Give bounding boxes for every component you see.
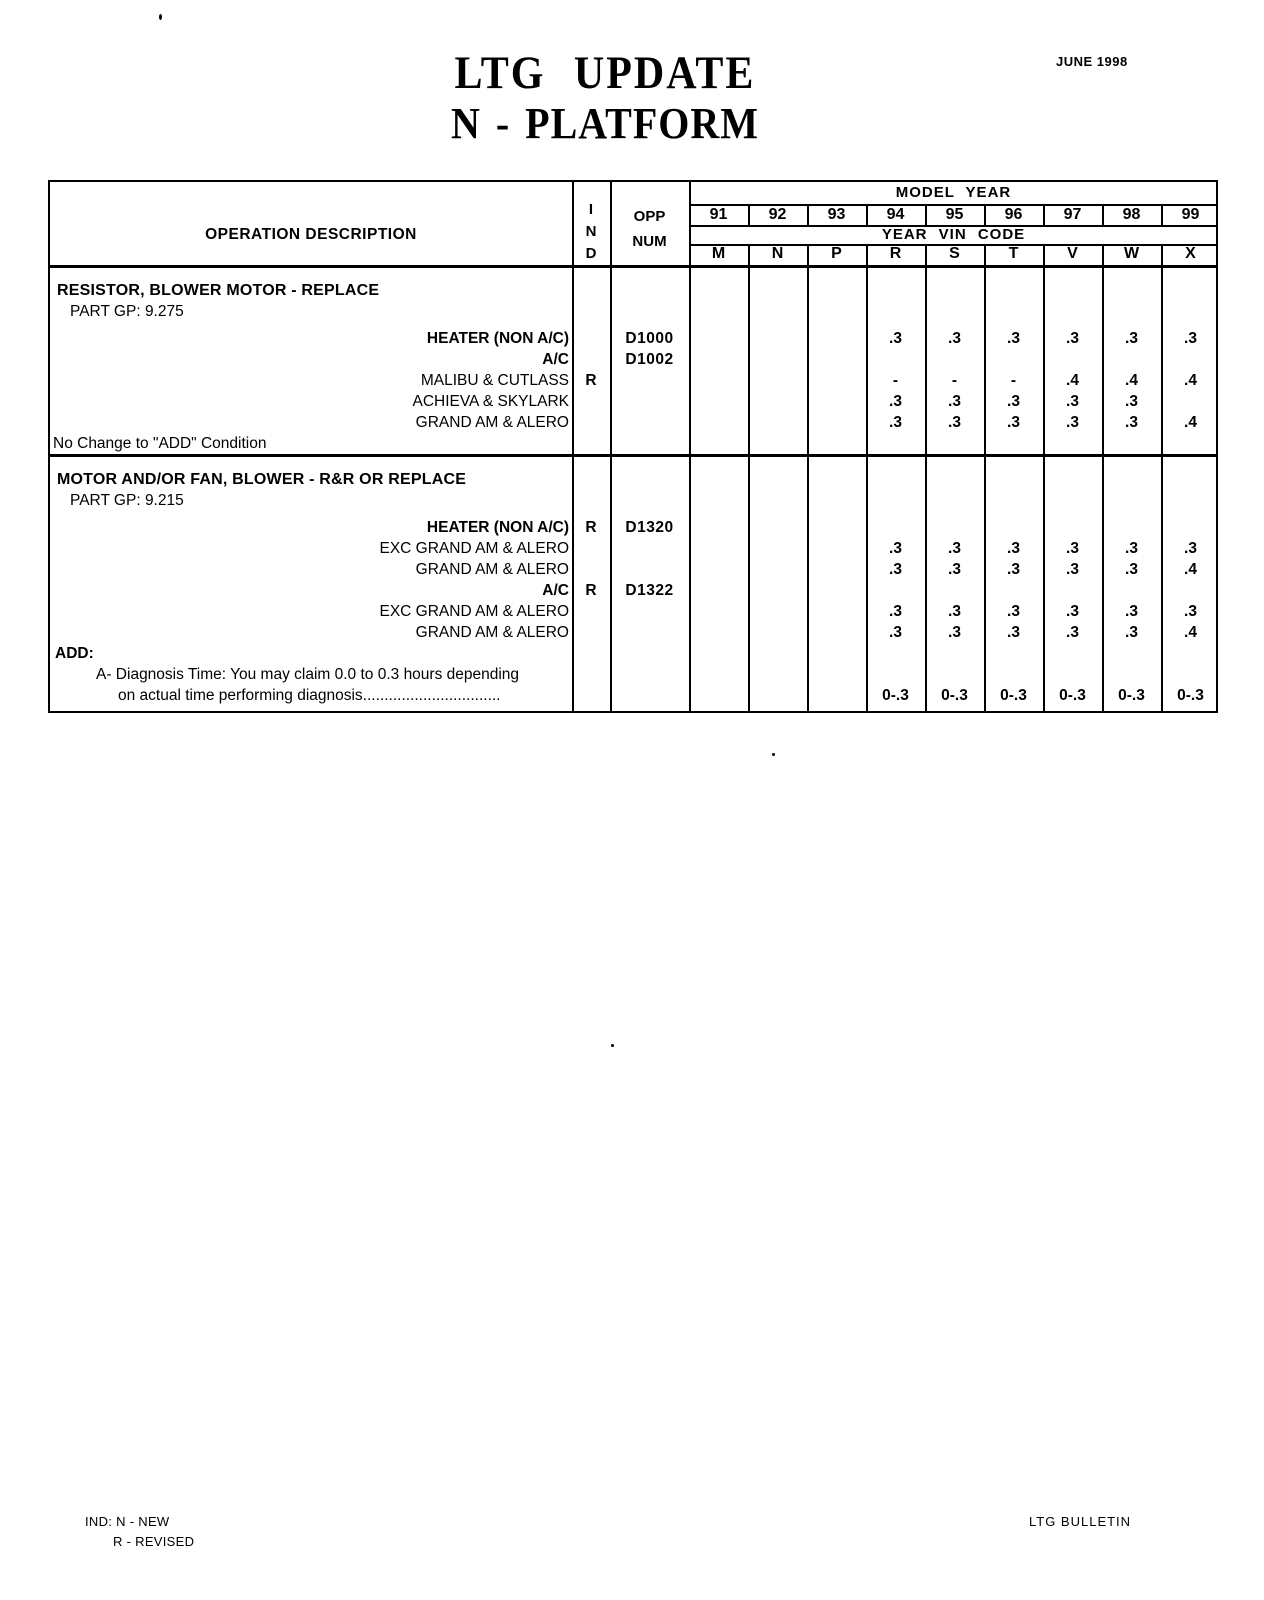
- labor-time-value: .3: [1007, 414, 1020, 431]
- operation-desc: GRAND AM & ALERO: [415, 414, 569, 431]
- labor-time-value: .3: [1066, 330, 1079, 347]
- opp-number: D1002: [625, 351, 674, 368]
- labor-time-value: 0-.3: [1059, 687, 1086, 704]
- vin-code-header-X: X: [1185, 245, 1196, 262]
- labor-time-value: .3: [948, 624, 961, 641]
- vin-code-header-V: V: [1067, 245, 1078, 262]
- labor-time-value: .3: [1066, 414, 1079, 431]
- year-header-98: 98: [1122, 206, 1141, 223]
- operation-desc: EXC GRAND AM & ALERO: [379, 540, 569, 557]
- revised-legend: R - REVISED: [113, 1534, 195, 1549]
- vin-code-header-N: N: [771, 245, 784, 262]
- operation-desc: HEATER (NON A/C): [426, 330, 569, 347]
- year-header-96: 96: [1004, 206, 1023, 223]
- table-row: [50, 328, 1216, 349]
- operation-desc: RESISTOR, BLOWER MOTOR - REPLACE: [57, 282, 380, 299]
- ltg-bulletin-label: LTG BULLETIN: [1029, 1514, 1132, 1529]
- operation-desc: ADD:: [55, 645, 94, 662]
- labor-time-value: .4: [1184, 624, 1197, 641]
- labor-time-value: .3: [889, 603, 902, 620]
- year-header-93: 93: [827, 206, 846, 223]
- operation-desc: No Change to "ADD" Condition: [53, 435, 267, 452]
- page-title: LTG UPDATE: [454, 47, 756, 100]
- labor-time-value: 0-.3: [882, 687, 909, 704]
- labor-time-value: .3: [1066, 540, 1079, 557]
- operation-desc: PART GP: 9.275: [70, 303, 184, 320]
- labor-time-value: .3: [1125, 414, 1138, 431]
- vin-code-header-R: R: [889, 245, 902, 262]
- table-row: [50, 601, 1216, 622]
- table-row: [50, 580, 1216, 601]
- labor-time-value: .3: [889, 624, 902, 641]
- labor-time-value: -: [892, 372, 899, 389]
- ind-flag: R: [585, 582, 597, 599]
- labor-time-value: .3: [1007, 330, 1020, 347]
- labor-time-value: .3: [948, 393, 961, 410]
- labor-time-value: .3: [1184, 330, 1197, 347]
- operation-desc: on actual time performing diagnosis................................: [118, 687, 501, 704]
- ind-legend: IND: N - NEW: [85, 1514, 170, 1529]
- vin-code-header-W: W: [1123, 245, 1140, 262]
- operation-desc: A- Diagnosis Time: You may claim 0.0 to 0.3 hours depending: [96, 666, 520, 683]
- labor-time-value: .3: [1125, 330, 1138, 347]
- opp-number: D1322: [625, 582, 674, 599]
- ind-flag: R: [585, 372, 597, 389]
- labor-time-value: .3: [1184, 603, 1197, 620]
- opp-header-line: OPP: [633, 208, 666, 225]
- labor-time-value: .3: [889, 540, 902, 557]
- opp-number: D1320: [625, 519, 674, 536]
- date-label: JUNE 1998: [1056, 54, 1128, 69]
- labor-time-value: .3: [889, 393, 902, 410]
- table-row: [50, 391, 1216, 412]
- labor-time-value: .3: [889, 414, 902, 431]
- table-row: [50, 664, 1216, 685]
- year-header-94: 94: [886, 206, 905, 223]
- labor-time-value: .3: [1184, 540, 1197, 557]
- operation-desc: ACHIEVA & SKYLARK: [412, 393, 569, 410]
- year-header-92: 92: [768, 206, 787, 223]
- labor-time-value: 0-.3: [1177, 687, 1204, 704]
- labor-time-value: .3: [948, 603, 961, 620]
- operation-desc: GRAND AM & ALERO: [415, 561, 569, 578]
- operation-desc: A/C: [542, 351, 569, 368]
- year-header-97: 97: [1063, 206, 1082, 223]
- vin-code-header-M: M: [711, 245, 726, 262]
- table-row: [50, 301, 1216, 322]
- operation-desc: GRAND AM & ALERO: [415, 624, 569, 641]
- operation-desc: MOTOR AND/OR FAN, BLOWER - R&R OR REPLACE: [57, 471, 467, 488]
- labor-time-value: .3: [1066, 561, 1079, 578]
- table-row: [50, 412, 1216, 433]
- labor-time-value: .3: [1007, 540, 1020, 557]
- labor-time-value: -: [1010, 372, 1017, 389]
- opp-number: D1000: [625, 330, 674, 347]
- year-vin-code-header: YEAR VIN CODE: [881, 226, 1026, 243]
- opp-header-line: NUM: [632, 233, 667, 250]
- labor-time-value: .3: [948, 414, 961, 431]
- labor-time-value: .3: [1125, 624, 1138, 641]
- table-row: [50, 685, 1216, 706]
- labor-time-value: .3: [1066, 393, 1079, 410]
- table-row: [50, 538, 1216, 559]
- table-row: [50, 280, 1216, 301]
- labor-time-value: .3: [948, 330, 961, 347]
- vin-code-header-T: T: [1008, 245, 1019, 262]
- labor-time-value: .3: [1066, 603, 1079, 620]
- operation-desc: PART GP: 9.215: [70, 492, 184, 509]
- year-header-99: 99: [1181, 206, 1200, 223]
- table-row: [50, 433, 1216, 454]
- labor-time-value: .3: [889, 330, 902, 347]
- table-row: [50, 559, 1216, 580]
- vin-code-header-S: S: [949, 245, 960, 262]
- opp-num-column-header: [610, 204, 689, 254]
- operation-description-header: OPERATION DESCRIPTION: [205, 226, 417, 243]
- labor-time-value: .3: [1007, 603, 1020, 620]
- table-section-2: [50, 469, 1216, 706]
- year-header-95: 95: [945, 206, 964, 223]
- labor-time-value: .3: [1007, 393, 1020, 410]
- labor-time-value: .4: [1184, 561, 1197, 578]
- operation-desc: MALIBU & CUTLASS: [420, 372, 569, 389]
- vin-code-header-P: P: [831, 245, 842, 262]
- title-block: [0, 47, 1210, 149]
- table-row: [50, 469, 1216, 490]
- table-section-1: [50, 280, 1216, 457]
- labor-time-value: .4: [1125, 372, 1138, 389]
- ind-letter: N: [585, 223, 597, 240]
- labor-time-value: .4: [1066, 372, 1079, 389]
- labor-time-value: 0-.3: [1000, 687, 1027, 704]
- operation-desc: HEATER (NON A/C): [426, 519, 569, 536]
- labor-time-value: .3: [889, 561, 902, 578]
- model-year-header: MODEL YEAR: [895, 184, 1012, 201]
- labor-time-value: .4: [1184, 414, 1197, 431]
- table-body: [50, 268, 1216, 706]
- table-row: [50, 622, 1216, 643]
- page-subtitle: N - PLATFORM: [450, 97, 760, 149]
- table-row: [50, 490, 1216, 511]
- table-row: [50, 643, 1216, 664]
- labor-time-value: .3: [1125, 561, 1138, 578]
- table-row: [50, 370, 1216, 391]
- ind-letter: D: [585, 245, 597, 262]
- labor-time-value: .3: [1125, 540, 1138, 557]
- labor-time-value: .3: [1007, 624, 1020, 641]
- labor-time-value: .3: [948, 540, 961, 557]
- ind-letter: I: [588, 201, 594, 218]
- operation-desc: EXC GRAND AM & ALERO: [379, 603, 569, 620]
- scan-artifact-dot: [611, 1044, 614, 1047]
- ltg-update-table: [48, 180, 1218, 713]
- ind-column-header: [572, 199, 610, 265]
- labor-time-value: .3: [948, 561, 961, 578]
- table-row: [50, 349, 1216, 370]
- labor-time-value: 0-.3: [1118, 687, 1145, 704]
- labor-time-value: -: [951, 372, 958, 389]
- operation-desc: A/C: [542, 582, 569, 599]
- labor-time-value: .3: [1125, 393, 1138, 410]
- scan-artifact-dot: [772, 753, 775, 756]
- labor-time-value: .3: [1066, 624, 1079, 641]
- ind-flag: R: [585, 519, 597, 536]
- labor-time-value: 0-.3: [941, 687, 968, 704]
- scan-artifact-dot: [159, 14, 162, 20]
- labor-time-value: .3: [1125, 603, 1138, 620]
- year-header-91: 91: [709, 206, 728, 223]
- labor-time-value: .4: [1184, 372, 1197, 389]
- labor-time-value: .3: [1007, 561, 1020, 578]
- table-row: [50, 517, 1216, 538]
